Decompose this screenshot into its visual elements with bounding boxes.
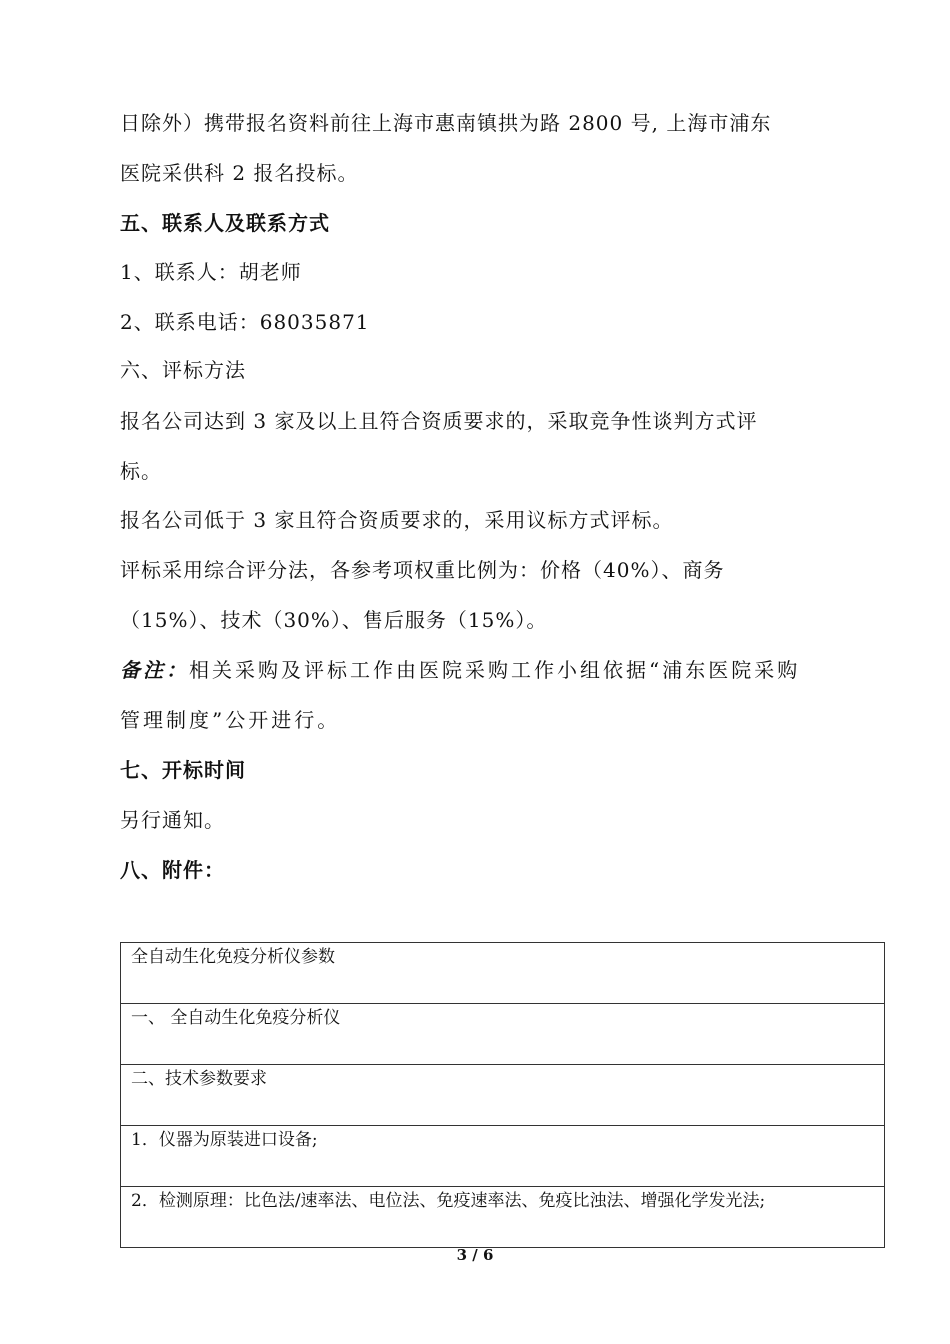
table-row — [121, 943, 885, 1004]
table-row — [121, 1065, 885, 1126]
paragraph-text: （15%）、技术（30%）、售后服务（15%）。 — [120, 608, 548, 632]
table-cell: 2．检测原理：比色法/速率法、电位法、免疫速率法、免疫比浊法、增强化学发光法; — [121, 1187, 885, 1248]
section-heading-5: 五、联系人及联系方式 — [120, 211, 330, 235]
table-row — [121, 1126, 885, 1187]
note-paragraph — [120, 657, 800, 683]
contact-person: 1、联系人：胡老师 — [120, 260, 302, 284]
note-text-cont: 管理制度”公开进行。 — [120, 708, 341, 732]
section-heading-7: 七、开标时间 — [120, 758, 246, 782]
page-number: 3 / 6 — [456, 1246, 494, 1264]
table-cell: 全自动生化免疫分析仪参数 — [121, 943, 885, 1004]
paragraph-text: 日除外）携带报名资料前往上海市惠南镇拱为路 2800 号, 上海市浦东 — [120, 111, 772, 135]
paragraph-text: 医院采供科 2 报名投标。 — [120, 161, 359, 185]
paragraph-text: 报名公司低于 3 家且符合资质要求的，采用议标方式评标。 — [120, 508, 674, 532]
table-cell: 一、 全自动生化免疫分析仪 — [121, 1004, 885, 1065]
paragraph-text: 另行通知。 — [120, 808, 225, 832]
contact-phone: 2、联系电话：68035871 — [120, 310, 370, 334]
table-cell: 1．仪器为原装进口设备; — [121, 1126, 885, 1187]
table-row — [121, 1187, 885, 1248]
paragraph-text: 标。 — [120, 459, 162, 483]
paragraph-text: 报名公司达到 3 家及以上且符合资质要求的，采取竞争性谈判方式评 — [120, 409, 758, 433]
paragraph-text: 评标采用综合评分法，各参考项权重比例为：价格（40%）、商务 — [120, 558, 725, 582]
section-heading-8: 八、附件： — [120, 858, 225, 882]
table-cell: 二、技术参数要求 — [121, 1065, 885, 1126]
section-heading-6: 六、评标方法 — [120, 358, 246, 382]
note-label: 备注： — [120, 658, 189, 682]
spec-table — [120, 942, 885, 1248]
table-row — [121, 1004, 885, 1065]
note-text: 相关采购及评标工作由医院采购工作小组依据“浦东医院采购 — [189, 658, 801, 682]
